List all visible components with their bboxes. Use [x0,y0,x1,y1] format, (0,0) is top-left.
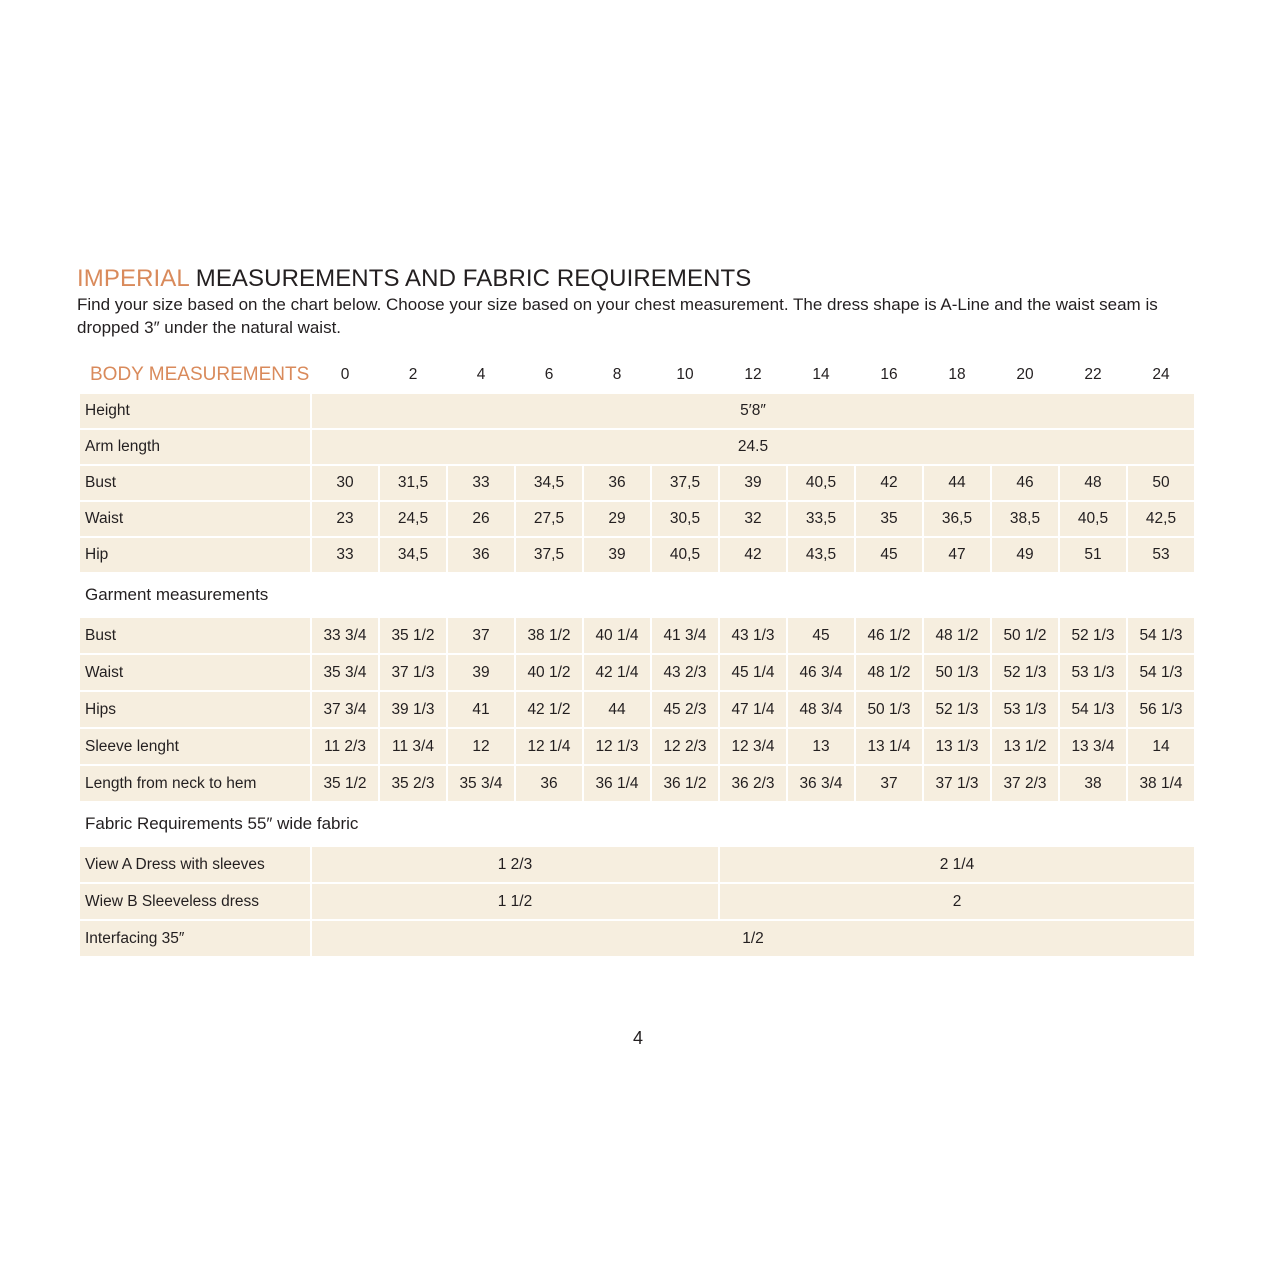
table-cell: 36 2/3 [720,766,786,801]
size-header: 6 [544,366,554,383]
table-cell: 40,5 [788,466,854,500]
table-cell: 40 1/2 [516,655,582,690]
size-header: 8 [612,366,622,383]
table-cell: 45 2/3 [652,692,718,727]
size-header: 24 [1152,366,1170,383]
table-cell: 43 2/3 [652,655,718,690]
fabric-section-title: Fabric Requirements 55″ wide fabric [85,814,359,833]
size-header: 0 [340,366,350,383]
fabric-value-right: 2 1/4 [720,847,1194,882]
table-cell: 53 [1128,538,1194,572]
size-header: 14 [812,366,830,383]
table-cell: 33 [312,538,378,572]
table-cell: 45 [856,538,922,572]
table-cell: 24,5 [380,502,446,536]
fabric-value-left: 1 2/3 [312,847,718,882]
table-cell: 47 [924,538,990,572]
size-header: 10 [676,366,694,383]
table-cell: 52 1/3 [924,692,990,727]
row-label: Sleeve lenght [80,729,310,764]
table-cell: 46 1/2 [856,618,922,653]
table-cell: 37,5 [652,466,718,500]
table-cell: 37 1/3 [924,766,990,801]
table-cell: 41 3/4 [652,618,718,653]
table-cell: 42 [720,538,786,572]
page-title [77,265,751,293]
table-cell: 38 1/2 [516,618,582,653]
table-cell: 54 1/3 [1060,692,1126,727]
table-cell: 46 3/4 [788,655,854,690]
table-cell: 12 3/4 [720,729,786,764]
table-cell: 35 1/2 [312,766,378,801]
table-cell: 34,5 [516,466,582,500]
table-cell: 36,5 [924,502,990,536]
interfacing-value: 1/2 [312,921,1194,956]
row-label: Waist [80,655,310,690]
table-cell: 14 [1128,729,1194,764]
table-cell: 39 [584,538,650,572]
table-cell: 37 1/3 [380,655,446,690]
table-cell: 41 [448,692,514,727]
table-cell: 54 1/3 [1128,618,1194,653]
table-cell: 56 1/3 [1128,692,1194,727]
table-cell: 29 [584,502,650,536]
table-cell: 37 3/4 [312,692,378,727]
body-measurements-header: BODY MEASUREMENTS [90,364,310,385]
fabric-value-right: 2 [720,884,1194,919]
table-cell: 52 1/3 [992,655,1058,690]
row-label: Hip [80,538,310,572]
table-cell: 40,5 [652,538,718,572]
size-header: 12 [744,366,762,383]
table-cell: 38 1/4 [1128,766,1194,801]
table-cell: 33,5 [788,502,854,536]
garment-section-title: Garment measurements [85,585,269,604]
table-cell: 40,5 [1060,502,1126,536]
row-label: Height [80,394,310,428]
table-cell: 44 [924,466,990,500]
table-cell: 53 1/3 [1060,655,1126,690]
table-cell: 37 [856,766,922,801]
table-cell: 12 1/4 [516,729,582,764]
table-cell: 45 [788,618,854,653]
table-cell: 26 [448,502,514,536]
table-cell: 42 [856,466,922,500]
table-cell: 12 [448,729,514,764]
row-label: Interfacing 35″ [80,921,310,956]
table-cell: 47 1/4 [720,692,786,727]
size-header: 2 [408,366,418,383]
table-cell: 51 [1060,538,1126,572]
table-cell: 39 1/3 [380,692,446,727]
table-cell: 13 1/4 [856,729,922,764]
table-cell: 13 [788,729,854,764]
table-cell: 30,5 [652,502,718,536]
table-cell: 48 3/4 [788,692,854,727]
table-cell: 44 [584,692,650,727]
table-cell: 11 3/4 [380,729,446,764]
size-header: 4 [476,366,486,383]
table-cell: 35 2/3 [380,766,446,801]
table-cell: 37,5 [516,538,582,572]
table-cell: 13 1/3 [924,729,990,764]
table-cell: 42 1/2 [516,692,582,727]
table-cell: 12 1/3 [584,729,650,764]
table-cell: 48 [1060,466,1126,500]
table-cell: 53 1/3 [992,692,1058,727]
table-cell: 33 [448,466,514,500]
table-cell: 36 [516,766,582,801]
table-cell: 38,5 [992,502,1058,536]
table-cell: 13 3/4 [1060,729,1126,764]
table-cell: 38 [1060,766,1126,801]
table-cell: 36 1/4 [584,766,650,801]
table-cell: 52 1/3 [1060,618,1126,653]
page-number: 4 [632,1028,643,1048]
spanned-value: 24.5 [312,430,1194,464]
size-header: 18 [948,366,966,383]
table-cell: 50 1/2 [992,618,1058,653]
table-cell: 12 2/3 [652,729,718,764]
table-cell: 42,5 [1128,502,1194,536]
table-cell: 54 1/3 [1128,655,1194,690]
table-cell: 11 2/3 [312,729,378,764]
title-rest: MEASUREMENTS AND FABRIC REQUIREMENTS [188,265,752,292]
table-cell: 31,5 [380,466,446,500]
table-cell: 49 [992,538,1058,572]
row-label: View A Dress with sleeves [80,847,310,882]
table-cell: 33 3/4 [312,618,378,653]
size-header: 16 [880,366,898,383]
table-cell: 27,5 [516,502,582,536]
table-cell: 37 2/3 [992,766,1058,801]
measurements-table [80,358,1198,956]
table-cell: 35 [856,502,922,536]
table-cell: 37 [448,618,514,653]
size-header: 20 [1016,366,1034,383]
table-cell: 50 [1128,466,1194,500]
table-cell: 39 [448,655,514,690]
fabric-value-left: 1 1/2 [312,884,718,919]
size-header: 22 [1084,366,1102,383]
table-cell: 36 1/2 [652,766,718,801]
row-label: Length from neck to hem [80,766,310,801]
table-cell: 46 [992,466,1058,500]
row-label: Waist [80,502,310,536]
table-cell: 42 1/4 [584,655,650,690]
table-cell: 40 1/4 [584,618,650,653]
table-cell: 39 [720,466,786,500]
row-label: Wiew B Sleeveless dress [80,884,310,919]
table-cell: 36 3/4 [788,766,854,801]
table-cell: 43,5 [788,538,854,572]
table-cell: 48 1/2 [924,618,990,653]
spanned-value: 5′8″ [312,394,1194,428]
table-cell: 35 1/2 [380,618,446,653]
table-cell: 23 [312,502,378,536]
intro-text: Find your size based on the chart below. Choose your size based on your chest measurement. The dress shape is A-Line and the waist seam is dropped 3″ under the natural waist. [77,295,1158,337]
table-cell: 32 [720,502,786,536]
table-cell: 34,5 [380,538,446,572]
table-cell: 35 3/4 [312,655,378,690]
table-cell: 13 1/2 [992,729,1058,764]
table-cell: 36 [584,466,650,500]
table-cell: 45 1/4 [720,655,786,690]
table-cell: 35 3/4 [448,766,514,801]
row-label: Bust [80,466,310,500]
row-label: Arm length [80,430,310,464]
table-cell: 30 [312,466,378,500]
table-cell: 50 1/3 [856,692,922,727]
table-cell: 36 [448,538,514,572]
row-label: Hips [80,692,310,727]
table-cell: 50 1/3 [924,655,990,690]
row-label: Bust [80,618,310,653]
table-cell: 48 1/2 [856,655,922,690]
title-accent: IMPERIAL [77,265,189,292]
table-cell: 43 1/3 [720,618,786,653]
